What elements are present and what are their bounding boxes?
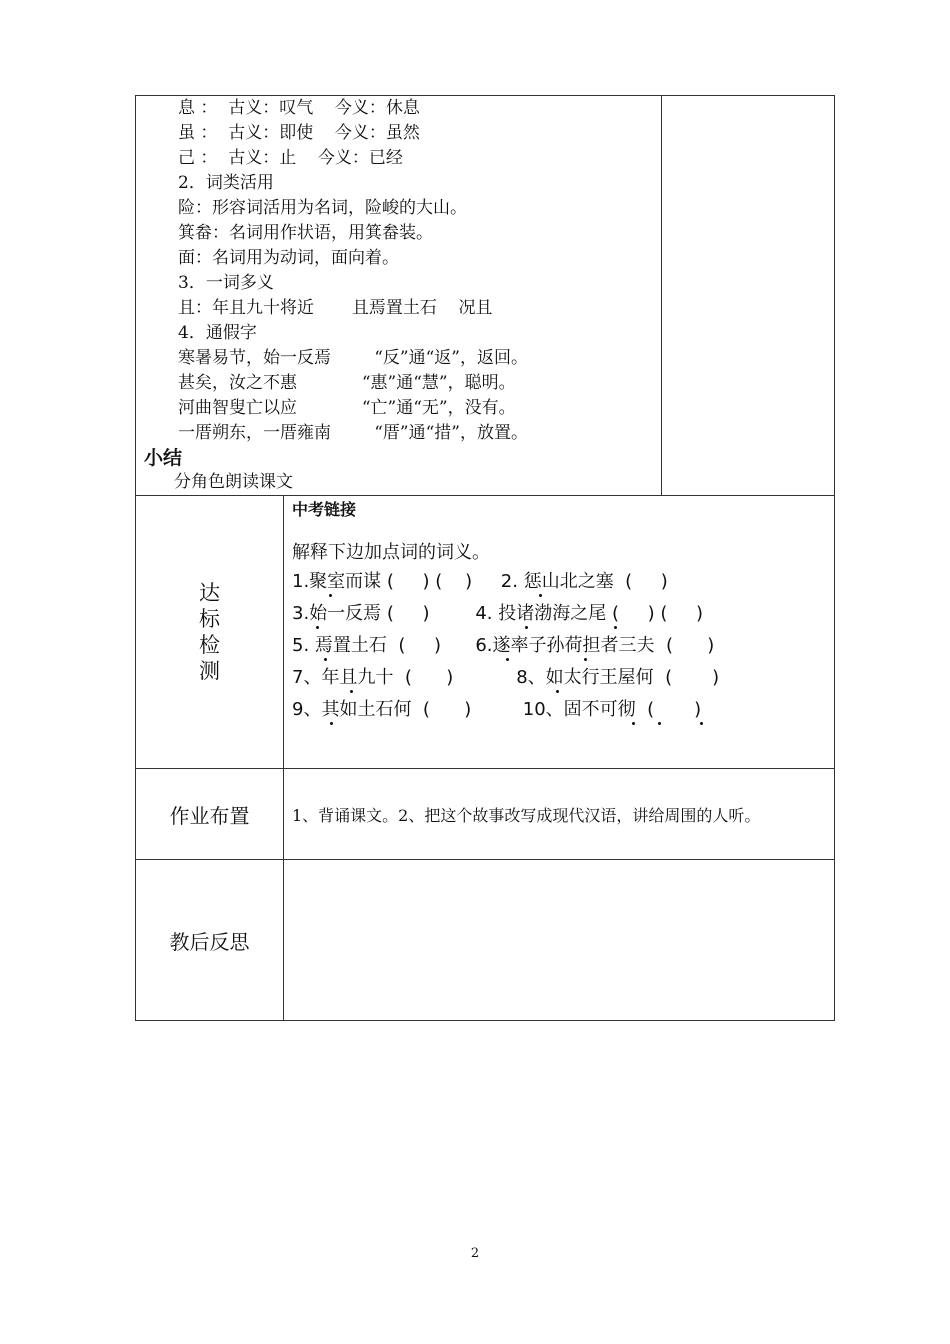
emphasis-dot bbox=[324, 658, 327, 661]
content-line: 4．通假字 bbox=[178, 323, 257, 343]
emphasis-dot bbox=[506, 658, 509, 661]
reflection-row bbox=[136, 860, 835, 1021]
question-row bbox=[292, 694, 834, 726]
content-line: 面：名词用为动词，面向着。 bbox=[178, 248, 399, 268]
exam-instruction: 解释下边加点词的词义。 bbox=[292, 542, 490, 563]
reflection-label-cell bbox=[136, 860, 284, 1021]
emphasis-dot bbox=[556, 690, 559, 693]
emphasis-dot bbox=[350, 690, 353, 693]
question-text: 7、年且九十 ( ) 8、如太行王屋何 ( ) bbox=[292, 667, 720, 688]
summary-heading: 小结 bbox=[144, 447, 183, 469]
emphasis-dot bbox=[539, 594, 542, 597]
question-text: 3.始一反焉 ( ) 4. 投诸渤海之尾 ( ) ( ) bbox=[292, 603, 703, 624]
homework-label: 作业布置 bbox=[169, 803, 250, 828]
check-label bbox=[199, 580, 220, 684]
homework-row bbox=[136, 769, 835, 860]
question-row bbox=[292, 598, 834, 630]
content-line: 箕畚：名词用作状语，用箕畚装。 bbox=[178, 223, 433, 243]
exam-title: 中考链接 bbox=[292, 500, 357, 519]
content-line: 虽 ： 古义：即使 今义：虽然 bbox=[178, 123, 420, 143]
exam-cell bbox=[284, 496, 835, 769]
page-number: 2 bbox=[470, 1246, 480, 1261]
content-line: 且：年且九十将近 且焉置土石 况且 bbox=[178, 298, 493, 318]
content-line: 3．一词多义 bbox=[178, 273, 274, 293]
question-row bbox=[292, 566, 834, 598]
emphasis-dot bbox=[700, 722, 703, 725]
check-label-char: 达 bbox=[199, 581, 220, 605]
check-label-char: 检 bbox=[199, 633, 220, 657]
emphasis-dot bbox=[525, 626, 528, 629]
content-cell bbox=[136, 96, 662, 496]
check-label-char: 标 bbox=[199, 607, 220, 631]
emphasis-dot bbox=[658, 722, 661, 725]
emphasis-dot bbox=[614, 626, 617, 629]
question-text: 9、其如土石何 ( ) 10、固不可彻 ( ) bbox=[292, 699, 702, 720]
check-label-char: 测 bbox=[199, 659, 220, 683]
content-line: 甚矣，汝之不惠 “惠”通“慧”，聪明。 bbox=[178, 373, 516, 393]
content-row bbox=[136, 96, 835, 496]
question-text: 1.聚室而谋 ( ) ( ) 2. 惩山北之塞 ( ) bbox=[292, 571, 668, 592]
content-line: 息 ： 古义：叹气 今义：休息 bbox=[178, 98, 420, 118]
question-text: 5. 焉置土石 ( ) 6.遂率子孙荷担者三夫 ( ) bbox=[292, 635, 715, 656]
content-line: 己 ： 古义：止 今义：已经 bbox=[178, 148, 403, 168]
content-line: 河曲智叟亡以应 “亡”通“无”，没有。 bbox=[178, 398, 516, 418]
emphasis-dot bbox=[584, 658, 587, 661]
check-label-cell bbox=[136, 496, 284, 769]
content-lines bbox=[136, 96, 661, 495]
emphasis-dot bbox=[316, 626, 319, 629]
reflection-label: 教后反思 bbox=[169, 929, 250, 954]
content-line: 寒暑易节，始一反焉 “反”通“返”，返回。 bbox=[178, 348, 528, 368]
content-line: 一厝朔东，一厝雍南 “厝”通“措”，放置。 bbox=[178, 423, 528, 443]
emphasis-dot bbox=[330, 722, 333, 725]
content-line: 险：形容词活用为名词，险峻的大山。 bbox=[178, 198, 467, 218]
reflection-cell bbox=[284, 860, 835, 1021]
question-row bbox=[292, 662, 834, 694]
summary-text: 分角色朗读课文 bbox=[174, 472, 293, 492]
emphasis-dot bbox=[329, 594, 332, 597]
question-row bbox=[292, 630, 834, 662]
homework-label-cell bbox=[136, 769, 284, 860]
content-line: 2．词类活用 bbox=[178, 173, 274, 193]
lesson-table bbox=[135, 95, 835, 1021]
homework-text: 1、背诵课文。2、把这个故事改写成现代汉语，讲给周围的人听。 bbox=[292, 805, 761, 825]
check-row bbox=[136, 496, 835, 769]
emphasis-dot bbox=[632, 722, 635, 725]
side-notes-cell bbox=[662, 96, 835, 496]
homework-cell bbox=[284, 769, 835, 860]
